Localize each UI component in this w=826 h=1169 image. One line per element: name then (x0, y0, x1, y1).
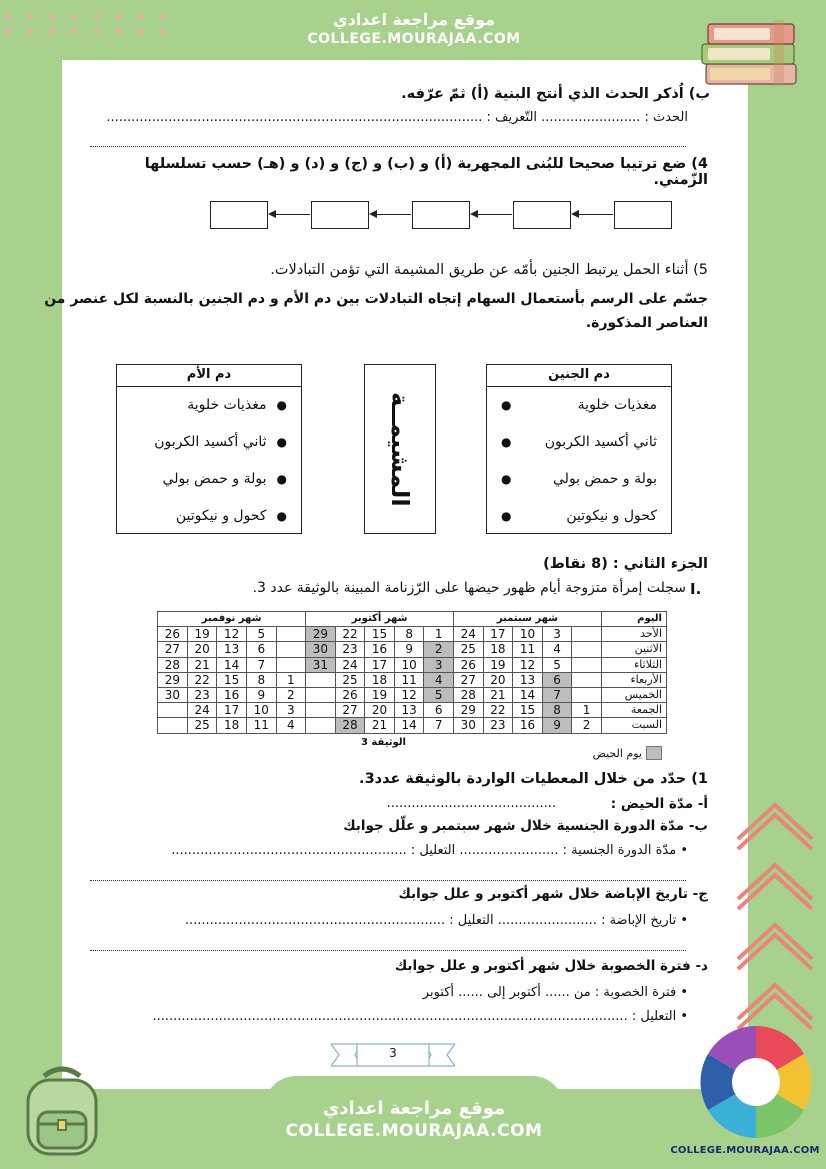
calendar-date-cell: 8 (394, 627, 424, 642)
backpack-icon (14, 1062, 110, 1158)
calendar-day-name: الاثنين (601, 642, 666, 657)
mother-blood-header: دم الأم (117, 365, 301, 387)
calendar-date-cell (276, 657, 306, 672)
calendar-date-cell: 6 (424, 703, 454, 718)
calendar-date-cell: 25 (454, 642, 484, 657)
calendar-header-row (158, 612, 667, 627)
calendar-date-cell: 21 (483, 687, 513, 702)
calendar-date-cell (572, 672, 602, 687)
calendar-date-cell: 22 (335, 627, 365, 642)
q1-b-title: ب- مدّة الدورة الجنسية خلال شهر سبتمبر و علّل جوابك (343, 818, 708, 834)
sequence-box-3[interactable] (412, 201, 470, 229)
calendar-date-cell: 5 (424, 687, 454, 702)
calendar-row (158, 627, 667, 642)
calendar-date-cell: 15 (365, 627, 395, 642)
calendar-date-cell: 1 (424, 627, 454, 642)
calendar-date-cell: 4 (276, 718, 306, 733)
calendar-date-cell: 4 (542, 642, 572, 657)
fetus-item: مغذيات خلوية ● (501, 397, 657, 413)
calendar-date-cell (306, 687, 336, 702)
calendar-day-name: الأحد (601, 627, 666, 642)
calendar-date-cell (306, 718, 336, 733)
calendar-date-cell: 6 (542, 672, 572, 687)
calendar-row (158, 718, 667, 733)
calendar-date-cell: 17 (365, 657, 395, 672)
calendar-date-cell: 25 (187, 718, 217, 733)
calendar-date-cell: 16 (365, 642, 395, 657)
q5-instruction-line1: جسّم على الرسم بأستعمال السهام إتجاه التبادلات بين دم الأم و دم الجنين بالنسبة لكل عنصر من (44, 291, 708, 307)
footer-site-banner[interactable] (264, 1076, 564, 1156)
calendar-date-cell: 18 (483, 642, 513, 657)
calendar-month-header: شهر أكتوبر (306, 612, 454, 627)
calendar-date-cell: 17 (483, 627, 513, 642)
calendar-date-cell: 20 (187, 642, 217, 657)
subjects-wheel-icon (696, 1022, 816, 1142)
calendar-date-cell: 17 (217, 703, 247, 718)
calendar-date-cell: 19 (483, 657, 513, 672)
calendar-table (157, 611, 667, 734)
header-site-name-ar: موقع مراجعة اعدادي (332, 10, 496, 29)
calendar-day-name: السبت (601, 718, 666, 733)
chevron-up-icon (732, 795, 818, 1045)
calendar-date-cell: 26 (158, 627, 188, 642)
sequence-box-4[interactable] (513, 201, 571, 229)
calendar-date-cell (572, 657, 602, 672)
sequence-arrow-2 (371, 214, 411, 215)
calendar-row (158, 703, 667, 718)
calendar-date-cell: 29 (454, 703, 484, 718)
page-frame-left (0, 0, 62, 1169)
calendar-date-cell: 7 (246, 657, 276, 672)
q1-title: 1) حدّد من خلال المعطيات الواردة بالوثيقة عدد3. (359, 771, 708, 787)
calendar-date-cell: 2 (572, 718, 602, 733)
calendar-date-cell (158, 703, 188, 718)
page-number: 3 (389, 1046, 397, 1060)
calendar-date-cell: 25 (335, 672, 365, 687)
calendar-date-cell: 24 (335, 657, 365, 672)
mother-blood-box (116, 364, 302, 534)
calendar-date-cell: 8 (542, 703, 572, 718)
calendar-date-cell (572, 642, 602, 657)
mother-item: ● بولة و حمض بولي (162, 471, 287, 487)
calendar-date-cell: 13 (217, 642, 247, 657)
q3b-title: ب) اُذكر الحدث الذي أنتج البنية (أ) ثمّ عرّفه. (401, 86, 710, 102)
books-icon (700, 12, 804, 90)
calendar-date-cell: 29 (306, 627, 336, 642)
calendar-date-cell: 5 (542, 657, 572, 672)
fetus-item: كحول و نيكوتين ● (501, 508, 657, 524)
q5-intro: 5) أثناء الحمل يرتبط الجنين بأمّه عن طريق المشيمة التي تؤمن التبادلات. (270, 262, 708, 278)
calendar-date-cell (306, 703, 336, 718)
calendar-date-cell: 4 (424, 672, 454, 687)
calendar-date-cell: 15 (217, 672, 247, 687)
calendar-date-cell: 24 (187, 703, 217, 718)
calendar-row (158, 672, 667, 687)
calendar-month-header: شهر نوفمبر (158, 612, 306, 627)
calendar-date-cell: 16 (217, 687, 247, 702)
calendar-date-cell: 18 (217, 718, 247, 733)
calendar-date-cell: 1 (276, 672, 306, 687)
footer-site-name-ar: موقع مراجعة اعدادي (322, 1098, 506, 1119)
calendar-date-cell: 18 (365, 672, 395, 687)
footer-site-url[interactable]: COLLEGE.MOURAJAA.COM (285, 1121, 543, 1141)
calendar-date-cell: 27 (454, 672, 484, 687)
calendar-day-name: الخميس (601, 687, 666, 702)
decorative-dots (6, 14, 182, 34)
calendar-date-cell: 30 (306, 642, 336, 657)
calendar-date-cell: 3 (276, 703, 306, 718)
header-site-banner[interactable] (264, 2, 564, 58)
mother-item: ● ثاني أكسيد الكربون (154, 434, 287, 450)
calendar-date-cell (306, 672, 336, 687)
answer-dotted-line (90, 950, 686, 951)
calendar-date-cell: 11 (394, 672, 424, 687)
calendar-date-cell (276, 642, 306, 657)
q1-b-line: • مدّة الدورة الجنسية : ........................ التعليل : ......................................................... (171, 843, 688, 858)
calendar-date-cell: 2 (424, 642, 454, 657)
q1-c-title: ج- تاريخ الإباضة خلال شهر أكتوبر و علل جوابك (398, 886, 708, 902)
fetus-item: ثاني أكسيد الكربون ● (501, 434, 657, 450)
q1-d-line2: • التعليل : ................................................................................................................... (152, 1009, 688, 1024)
calendar-date-cell: 10 (394, 657, 424, 672)
calendar-date-cell: 12 (513, 657, 543, 672)
calendar-date-cell: 30 (158, 687, 188, 702)
calendar-date-cell: 12 (217, 627, 247, 642)
calendar-date-cell (572, 627, 602, 642)
calendar-date-cell: 14 (394, 718, 424, 733)
calendar-date-cell: 12 (394, 687, 424, 702)
fetus-item: بولة و حمض بولي ● (501, 471, 657, 487)
legend-label: يوم الحيض (592, 747, 642, 760)
calendar-date-cell: 11 (513, 642, 543, 657)
calendar-date-cell: 3 (542, 627, 572, 642)
calendar-date-cell: 7 (542, 687, 572, 702)
calendar-date-cell: 20 (483, 672, 513, 687)
corner-site-label[interactable]: COLLEGE.MOURAJAA.COM (670, 1145, 820, 1156)
calendar-date-cell: 20 (365, 703, 395, 718)
header-site-url[interactable]: COLLEGE.MOURAJAA.COM (307, 31, 521, 47)
q1-d-title: د- فترة الخصوبة خلال شهر أكتوبر و علل جوابك (394, 958, 708, 974)
calendar-day-name: الثلاثاء (601, 657, 666, 672)
calendar-date-cell: 24 (454, 627, 484, 642)
calendar-date-cell: 1 (572, 703, 602, 718)
sequence-arrow-4 (573, 214, 613, 215)
fetus-blood-box (486, 364, 672, 534)
calendar-date-cell: 26 (454, 657, 484, 672)
calendar-date-cell: 31 (306, 657, 336, 672)
calendar-date-cell: 28 (158, 657, 188, 672)
calendar-day-name: الأربعاء (601, 672, 666, 687)
calendar-date-cell: 29 (158, 672, 188, 687)
part2-roman-numeral: I. (690, 580, 702, 598)
calendar-date-cell: 23 (335, 642, 365, 657)
placenta-box (364, 364, 436, 534)
calendar-date-cell: 3 (424, 657, 454, 672)
calendar-date-cell: 10 (246, 703, 276, 718)
sequence-arrow-1 (270, 214, 310, 215)
part2-intro: سجلت إمرأة متزوجة أيام ظهور حيضها على الرّزنامة المبينة بالوثيقة عدد 3. (252, 580, 686, 596)
q1-a-label: أ- مدّة الحيض : (610, 796, 708, 812)
calendar-date-cell (276, 627, 306, 642)
calendar-date-cell: 30 (454, 718, 484, 733)
legend-swatch (646, 746, 662, 760)
calendar-date-cell: 9 (542, 718, 572, 733)
calendar-date-cell: 15 (513, 703, 543, 718)
q1-d-line1: • فترة الخصوبة : من ...... أكتوبر إلى ...... أكتوبر (422, 985, 688, 1000)
calendar-date-cell: 21 (365, 718, 395, 733)
calendar-date-cell: 14 (513, 687, 543, 702)
calendar-date-cell: 13 (394, 703, 424, 718)
mother-item: ● مغذيات خلوية (187, 397, 287, 413)
answer-dotted-line (90, 880, 686, 881)
calendar-date-cell: 5 (246, 627, 276, 642)
calendar-date-cell: 7 (424, 718, 454, 733)
calendar-date-cell: 26 (335, 687, 365, 702)
mother-item: ● كحول و نيكوتين (175, 508, 287, 524)
sequence-box-1[interactable] (210, 201, 268, 229)
calendar-date-cell: 21 (187, 657, 217, 672)
calendar-date-cell: 14 (217, 657, 247, 672)
q1-a-answer: ......................................... (386, 796, 556, 811)
q1-c-line: • تاريخ الإباضة : ........................ التعليل : ............................................................... (184, 913, 688, 928)
calendar-date-cell: 2 (276, 687, 306, 702)
calendar-date-cell: 27 (335, 703, 365, 718)
calendar-date-cell: 19 (187, 627, 217, 642)
q5-instruction-line2: العناصر المذكورة. (585, 315, 708, 331)
calendar-date-cell: 16 (513, 718, 543, 733)
calendar-date-cell: 22 (187, 672, 217, 687)
q3b-answer-line: الحدث : ........................ التّعريف : ........................................................................................... (106, 110, 688, 125)
calendar-month-header: شهر سبتمبر (454, 612, 602, 627)
calendar-row (158, 657, 667, 672)
sequence-arrow-3 (472, 214, 512, 215)
calendar-day-name: الجمعة (601, 703, 666, 718)
calendar-date-cell: 28 (454, 687, 484, 702)
calendar-date-cell (572, 687, 602, 702)
calendar-row (158, 642, 667, 657)
calendar-date-cell: 11 (246, 718, 276, 733)
part2-title: الجزء الثاني : (8 نقاط) (543, 556, 708, 572)
calendar-date-cell: 28 (335, 718, 365, 733)
calendar-date-cell: 23 (483, 718, 513, 733)
sequence-box-5[interactable] (614, 201, 672, 229)
placenta-label: المشيمــة (386, 391, 414, 507)
calendar-date-cell: 22 (483, 703, 513, 718)
calendar-doc-label: الوثيقة 3 (360, 737, 406, 748)
sequence-box-2[interactable] (311, 201, 369, 229)
q4-title: 4) ضع ترتيبا صحيحا للبُنى المجهرية (أ) و (ب) و (ج) و (د) و (هـ) حسب تسلسلها الزّمني. (144, 156, 708, 188)
calendar-date-cell: 23 (187, 687, 217, 702)
calendar-date-cell: 27 (158, 642, 188, 657)
calendar-date-cell (158, 718, 188, 733)
calendar-date-cell: 6 (246, 642, 276, 657)
calendar-day-header: اليوم (601, 612, 666, 627)
answer-dotted-line (90, 146, 686, 147)
calendar-date-cell: 13 (513, 672, 543, 687)
calendar-date-cell: 19 (365, 687, 395, 702)
calendar-row (158, 687, 667, 702)
fetus-blood-header: دم الجنين (487, 365, 671, 387)
calendar-date-cell: 8 (246, 672, 276, 687)
calendar-date-cell: 9 (394, 642, 424, 657)
calendar-date-cell: 10 (513, 627, 543, 642)
calendar-date-cell: 9 (246, 687, 276, 702)
